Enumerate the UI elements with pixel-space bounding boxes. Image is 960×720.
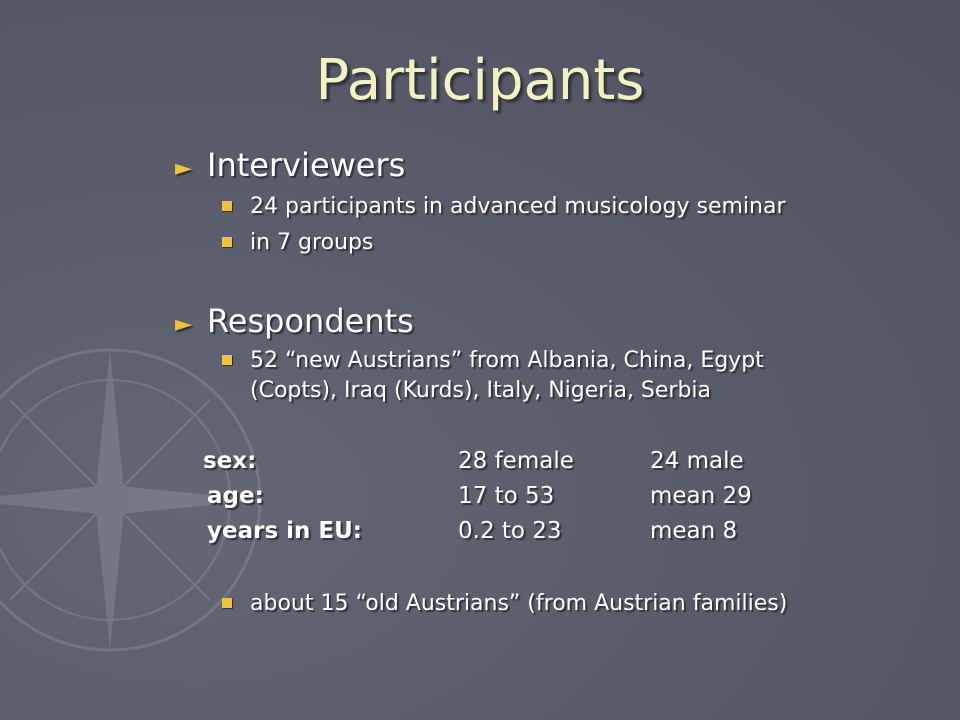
square-bullet-icon bbox=[222, 598, 232, 608]
stat-value: mean 29 bbox=[650, 483, 752, 509]
list-item bbox=[222, 228, 842, 258]
stat-value: 0.2 to 23 bbox=[458, 518, 562, 544]
stat-value: mean 8 bbox=[650, 518, 738, 544]
slide-title: Participants bbox=[315, 48, 645, 113]
stat-value: 28 female bbox=[458, 448, 574, 474]
stat-value: 17 to 53 bbox=[458, 483, 555, 509]
list-item bbox=[222, 589, 842, 619]
bullet-text: in 7 groups bbox=[250, 230, 374, 255]
bullet-text: 24 participants in advanced musicology seminar bbox=[250, 194, 786, 219]
square-bullet-icon bbox=[222, 355, 232, 365]
stat-value: 24 male bbox=[650, 448, 744, 474]
arrow-bullet-icon: ► bbox=[175, 156, 192, 181]
square-bullet-icon bbox=[222, 237, 232, 247]
stat-label-years: years in EU: bbox=[207, 518, 363, 544]
bullet-text: about 15 “old Austrians” (from Austrian families) bbox=[250, 591, 788, 616]
stat-label-age: age: bbox=[207, 483, 264, 509]
list-item bbox=[222, 192, 842, 222]
stat-label-sex: sex: bbox=[203, 448, 257, 474]
square-bullet-icon bbox=[222, 201, 232, 211]
arrow-bullet-icon: ► bbox=[175, 312, 192, 337]
bullet-text: 52 “new Austrians” from Albania, China, Egypt (Copts), Iraq (Kurds), Italy, Nigeria, Serbia bbox=[250, 348, 764, 403]
list-item bbox=[222, 346, 822, 406]
section-heading: Interviewers bbox=[207, 146, 406, 184]
section-heading: Respondents bbox=[207, 302, 414, 340]
